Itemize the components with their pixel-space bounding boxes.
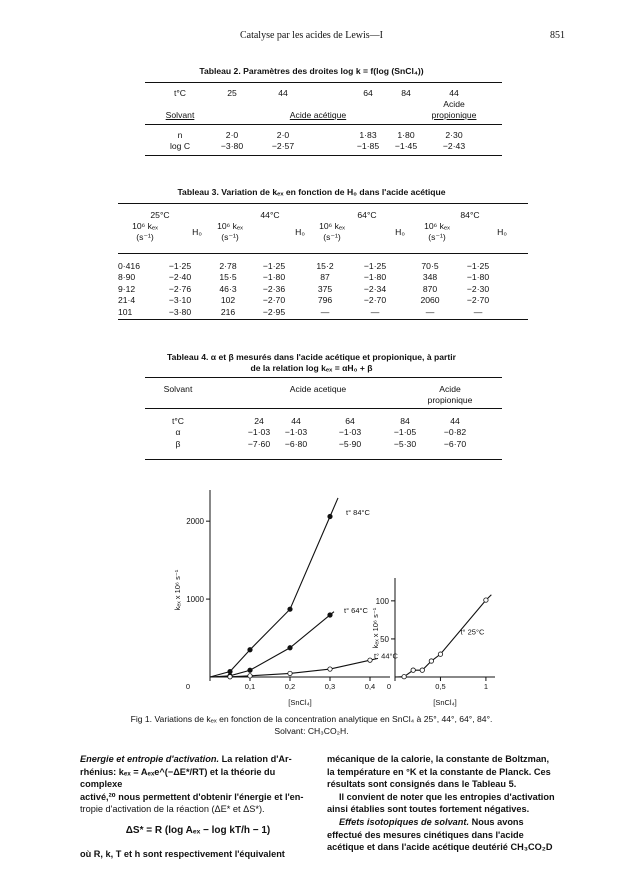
table4-caption-l2: de la relation log kₑₓ = αH₀ + β (250, 363, 373, 373)
data-point (328, 667, 332, 671)
t2-temp: 64 (363, 88, 373, 98)
body-text: ainsi établies sont toutes fortement négatives. (327, 804, 530, 815)
t3-cell: 796 (317, 295, 333, 306)
t2-cell: −3·80 (220, 141, 244, 151)
left-x-tick-label: 0,3 (324, 682, 336, 691)
t4-row-label: t°C (171, 416, 185, 426)
t2-temp: 44 (449, 88, 459, 98)
t3-cell: 15·2 (316, 261, 334, 271)
table4-caption-l1: Tableau 4. α et β mesurés dans l'acide acétique et propionique, à partir (167, 352, 456, 362)
t3-cell: −2·95 (262, 306, 286, 317)
data-point (288, 671, 292, 675)
data-point (411, 668, 415, 672)
t3-head-temp: 64°C (357, 210, 377, 220)
t3-head-k-unit: (s⁻¹) (428, 232, 446, 242)
right-x-axis-label: [SnCl₄] (433, 698, 457, 707)
series-label: t° 64°C (344, 606, 368, 616)
t3-head-h0: H₀ (295, 227, 305, 237)
t2-temp: 84 (401, 88, 411, 98)
t2-temp: 44 (278, 88, 288, 98)
t2-row-label: n (177, 130, 183, 140)
running-title: Catalyse par les acides de Lewis—I (239, 30, 383, 41)
t3-cell: — (370, 306, 380, 317)
table3-mid-rule (118, 253, 528, 254)
t3-cell: −2·70 (466, 295, 490, 306)
t3-cell: 0·416 (118, 261, 140, 271)
t3-cell: −2·70 (363, 295, 387, 306)
t3-head-k-unit: (s⁻¹) (136, 232, 154, 242)
series-line-1 (210, 612, 334, 677)
table2-top-rule (145, 82, 502, 83)
equation: ΔS* = R (log Aₑₓ − log kT/h − 1) (125, 824, 271, 836)
left-x-tick-label: 0,4 (364, 682, 376, 691)
left-y-axis-label: kₑₓ x 10⁶ s⁻¹ (173, 569, 182, 611)
table4-top-rule (145, 377, 502, 378)
t4-row-label: β (175, 438, 181, 449)
t3-head-k: 10⁶ kₑₓ (319, 221, 345, 231)
table4-mid-rule (145, 408, 502, 409)
t3-cell: 102 (220, 295, 236, 306)
page-number: 851 (550, 30, 565, 41)
t3-cell: −2·34 (363, 283, 387, 294)
right-y-axis-label: kₑₓ x 10⁶ s⁻¹ (371, 607, 380, 649)
figure-1 (0, 480, 623, 710)
t4-cell: −5·90 (338, 438, 362, 449)
body-text: Nous avons (471, 816, 524, 827)
t4-cell: 64 (345, 416, 355, 426)
t4-head-solvant: Solvant (163, 384, 193, 394)
t4-cell: −1·03 (284, 427, 308, 438)
body-text: activé,²⁰ nous permettent d'obtenir l'énergie et l'en- (80, 791, 304, 802)
table2-bottom-rule (145, 155, 502, 156)
right-plot (371, 578, 495, 707)
t3-cell: 2·78 (219, 261, 237, 271)
data-point (228, 669, 232, 673)
left-x-axis-label: [SnCl₄] (288, 698, 312, 707)
t4-head-acetic: Acide acetique (289, 384, 347, 394)
section-title-energie: Energie et entropie d'activation. (80, 754, 220, 764)
table2-caption: Tableau 2. Paramètres des droites log k = f(log (SnCl₄)) (199, 66, 424, 76)
body-right-column (327, 753, 557, 854)
data-point (438, 652, 442, 656)
body-text: mécanique de la calorie, la constante de Boltzman, (327, 754, 550, 764)
series-label: t° 25°C (460, 627, 485, 637)
t3-cell: 2060 (420, 295, 440, 306)
table3-bottom-rule (118, 319, 528, 320)
t3-cell: −1·25 (466, 261, 490, 271)
t3-head-h0: H₀ (497, 227, 507, 237)
t3-head-k-unit: (s⁻¹) (221, 232, 239, 242)
t2-solvent1: Acide acétique (289, 110, 347, 120)
t3-cell: −2·70 (262, 295, 286, 306)
body-text: Il convient de noter que les entropies d'activation (339, 791, 555, 802)
t3-cell: 8·90 (118, 272, 136, 283)
table4-bottom-rule (145, 459, 502, 460)
t4-cell: 24 (254, 416, 264, 426)
data-point (402, 674, 406, 678)
t2-solvent2-l1: Acide (443, 99, 465, 109)
t3-cell: — (320, 306, 330, 317)
t3-cell: 46·3 (219, 283, 237, 294)
body-text: La relation d'Ar- (221, 754, 292, 764)
section-title-effets: Effets isotopiques de solvant. (339, 816, 470, 827)
body-text: résultats sont consignés dans le Tableau 5. (327, 779, 517, 790)
figure-caption-l2: Solvant: CH₃CO₂H. (274, 726, 349, 736)
t2-cell: −2·57 (271, 141, 295, 151)
data-point (328, 514, 332, 518)
body-text: la température en °K et la constante de Planck. Ces (327, 766, 551, 777)
t3-cell: 101 (118, 306, 133, 317)
data-point (248, 668, 252, 672)
figure-caption-l1: Fig 1. Variations de kₑₓ en fonction de la concentration analytique en SnCl₄ à 25°, 44°, 64°, 84°. (130, 714, 493, 724)
series-line-0 (210, 498, 338, 677)
t2-cell: 1·83 (359, 130, 377, 140)
t4-row-label: α (175, 427, 181, 438)
data-point (248, 674, 252, 678)
body-text: acétique et dans l'acide acétique deutérié CH₃CO₂D (327, 842, 553, 853)
t3-head-temp: 84°C (460, 210, 480, 220)
left-x-tick-label: 0,2 (284, 682, 296, 691)
data-point (248, 648, 252, 652)
t3-cell: 21·4 (118, 295, 136, 306)
t4-cell: −6·70 (443, 438, 467, 449)
t3-cell: — (425, 306, 435, 317)
t2-head-tc: t°C (173, 88, 187, 98)
t2-temp: 25 (227, 88, 237, 98)
t3-head-k-unit: (s⁻¹) (323, 232, 341, 242)
t4-cell: 44 (450, 416, 460, 426)
t2-solvent2-l2: propionique (431, 110, 477, 120)
t3-head-temp: 25°C (150, 210, 170, 220)
left-x-tick-label: 0,1 (244, 682, 256, 691)
data-point (328, 613, 332, 617)
t2-cell: −1·85 (356, 141, 380, 151)
t3-cell: −2·36 (262, 283, 286, 294)
t3-cell: −2·30 (466, 283, 490, 294)
t2-head-solvant: Solvant (165, 110, 195, 120)
t3-cell: −1·80 (363, 272, 387, 283)
left-y-tick-label: 2000 (186, 517, 204, 527)
t4-cell: −0·82 (443, 427, 467, 438)
t3-cell: — (473, 306, 483, 317)
t2-cell: −1·45 (394, 141, 418, 151)
t4-cell: 44 (291, 416, 301, 426)
table2-mid-rule (145, 124, 502, 125)
body-text: effectué des mesures cinétiques dans l'acide (327, 829, 524, 840)
table3-caption: Tableau 3. Variation de kₑₓ en fonction de H₀ dans l'acide acétique (177, 187, 446, 197)
t3-cell: −1·80 (466, 272, 490, 283)
t2-row-label: log C (169, 141, 191, 151)
t4-head-prop-l1: Acide (439, 384, 461, 394)
right-x-tick-label: 0 (386, 682, 392, 691)
right-y-tick-label: 100 (375, 596, 389, 606)
data-point (484, 598, 488, 602)
t4-cell: −1·03 (247, 427, 271, 438)
data-point (429, 659, 433, 663)
series-label: t° 44°C (374, 651, 398, 661)
t2-cell: 2·30 (445, 130, 463, 140)
data-point (420, 668, 424, 672)
t3-cell: 348 (422, 272, 438, 283)
t3-head-k: 10⁶ kₑₓ (217, 221, 243, 231)
t3-head-k: 10⁶ kₑₓ (424, 221, 450, 231)
t3-head-temp: 44°C (260, 210, 280, 220)
data-point (368, 658, 372, 662)
t2-cell: 1·80 (397, 130, 415, 140)
t3-head-h0: H₀ (192, 227, 202, 237)
t3-cell: 870 (422, 283, 438, 294)
t2-cell: 2·0 (225, 130, 239, 140)
t4-head-prop-l2: propionique (427, 395, 473, 405)
series-label: t° 84°C (346, 507, 370, 517)
t3-head-h0: H₀ (395, 227, 405, 237)
t3-head-k: 10⁶ kₑₓ (132, 221, 158, 231)
t3-cell: −2·40 (168, 272, 192, 283)
t2-cell: 2·0 (276, 130, 290, 140)
left-plot (173, 490, 399, 707)
t2-cell: −2·43 (442, 141, 466, 151)
t4-cell: 84 (400, 416, 410, 426)
t4-cell: −1·05 (393, 427, 417, 438)
t3-cell: −2·76 (168, 283, 192, 294)
t3-cell: −1·80 (262, 272, 286, 283)
t3-cell: 87 (320, 272, 330, 283)
left-y-tick-label: 1000 (186, 595, 204, 605)
t3-cell: −1·25 (363, 261, 387, 271)
body-text: où R, k, T et h sont respectivement l'équivalent (80, 848, 285, 859)
body-text: tropie d'activation de la réaction (ΔE* et ΔS*). (80, 804, 265, 815)
t4-cell: −5·30 (393, 438, 417, 449)
body-text: rhénius: kₑₓ = Aₑₓe^(−ΔE*/RT) et la théorie du complexe (80, 766, 276, 790)
t4-cell: −7·60 (247, 438, 271, 449)
t3-cell: −1·25 (262, 261, 286, 271)
right-y-tick-label: 50 (380, 634, 389, 644)
t3-cell: 216 (220, 306, 236, 317)
left-x-tick-label: 0 (185, 682, 191, 691)
table3-top-rule (118, 203, 528, 204)
data-point (288, 646, 292, 650)
right-x-tick-label: 1 (483, 682, 488, 691)
data-point (288, 607, 292, 611)
t3-cell: 15·5 (219, 272, 237, 283)
t3-cell: −3·80 (168, 306, 192, 317)
t3-cell: −1·25 (168, 261, 192, 271)
t3-cell: 9·12 (118, 283, 136, 294)
t4-cell: −1·03 (338, 427, 362, 438)
right-x-tick-label: 0,5 (435, 682, 446, 691)
t3-cell: 70·5 (421, 261, 439, 271)
t4-cell: −6·80 (284, 438, 308, 449)
data-point (228, 675, 232, 679)
t3-cell: 375 (317, 283, 333, 294)
t3-cell: −3·10 (168, 295, 192, 306)
body-left-column (80, 753, 316, 860)
